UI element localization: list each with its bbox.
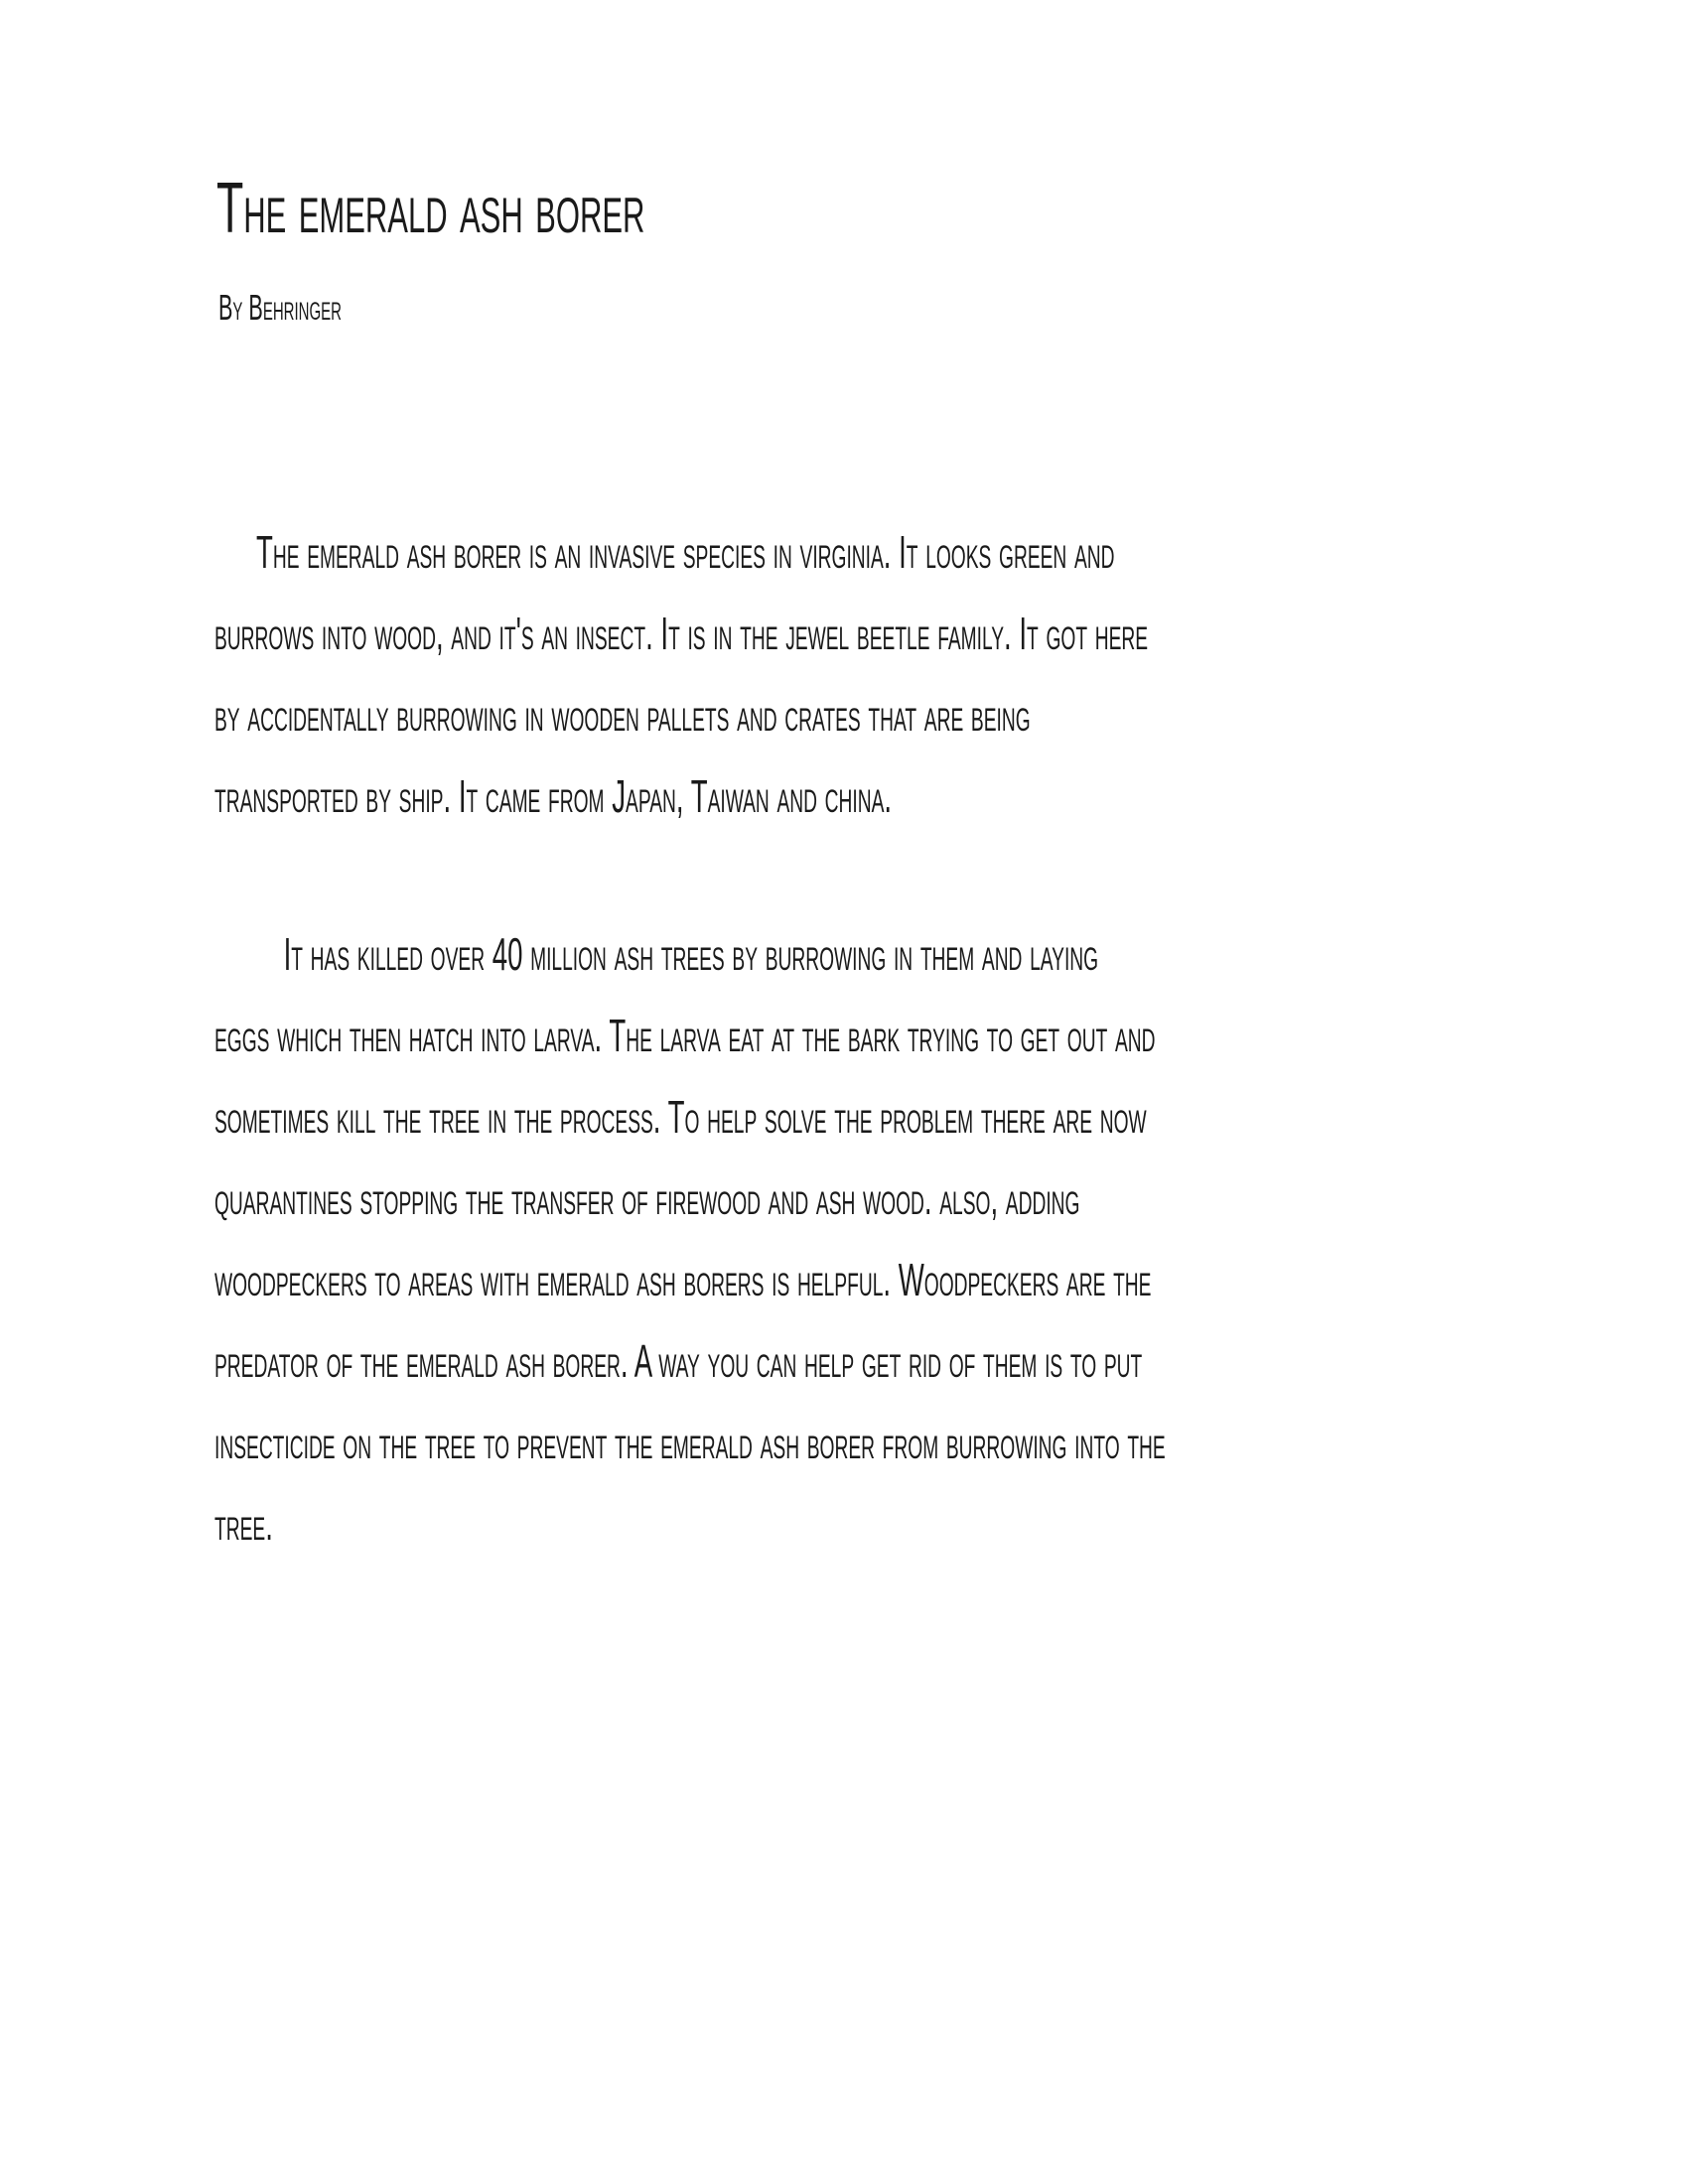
paragraph-line: insecticide on the tree to prevent the emerald ash borer from burrowing into the [214,1417,1166,1468]
paragraph-line: burrows into wood, and it's an insect. It is in the jewel beetle family. It got here [214,608,1149,659]
paragraph-1 [214,511,1495,837]
paragraph-line: by accidentally burrowing in wooden pallets and crates that are being [214,689,1031,741]
paragraph-line: tree. [214,1498,273,1550]
paragraph-line: transported by ship. It came from Japan, Taiwan and china. [214,770,893,822]
paragraph-line: quarantines stopping the transfer of firewood and ash wood. also, adding [214,1172,1080,1224]
paragraph-line: woodpeckers to areas with emerald ash borers is helpful. Woodpeckers are the [214,1254,1152,1305]
document-title: The emerald ash borer [216,169,645,248]
paragraph-line: sometimes kill the tree in the process. To help solve the problem there are now [214,1091,1147,1143]
paragraph-2 [214,913,1495,1565]
paragraph-line: The emerald ash borer is an invasive species in virginia. It looks green and [256,526,1115,578]
paragraph-line: predator of the emerald ash borer. A way you can help get rid of them is to put [214,1335,1143,1387]
paragraph-line: It has killed over 40 million ash trees by burrowing in them and laying [283,928,1099,980]
author-byline: By Behringer [218,287,343,328]
paragraph-line: eggs which then hatch into larva. The larva eat at the bark trying to get out and [214,1010,1156,1061]
